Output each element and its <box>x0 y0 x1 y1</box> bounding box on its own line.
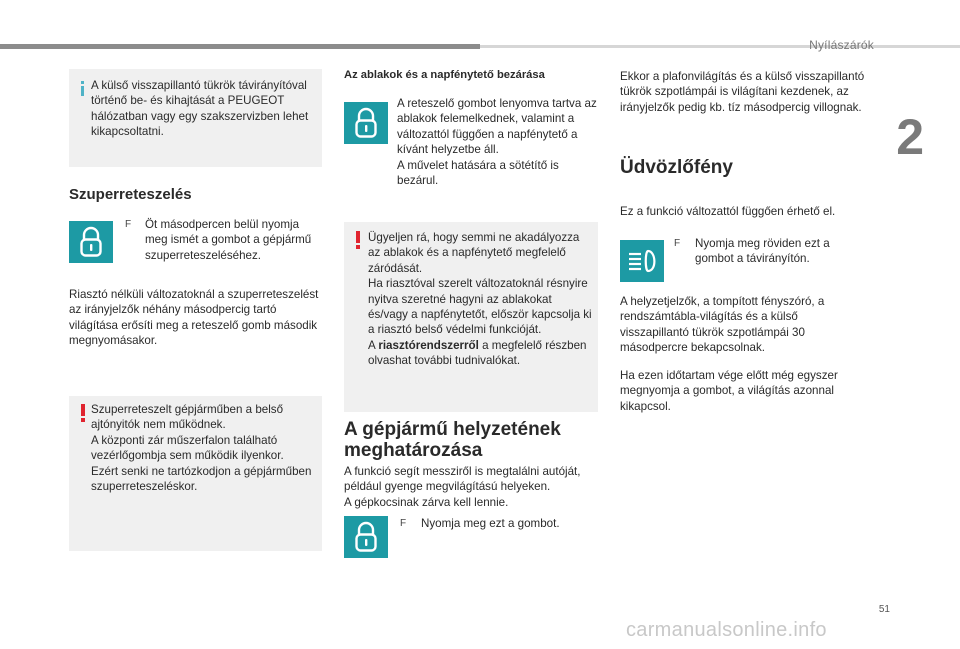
alarm-paragraph: Riasztó nélküli változatoknál a szuperreteszelést az irányjelzők néhány másodpercig tartó világítása erősíti meg a reteszelő gomb második megnyomásakor. <box>69 288 319 348</box>
warning-box <box>69 396 322 551</box>
locate-text <box>344 464 599 510</box>
locate-step: Nyomja meg ezt a gombot. <box>421 517 560 530</box>
windows-heading: Az ablakok és a napfénytető bezárása <box>344 69 545 81</box>
info-text: A külső visszapillantó tükrök távirányítóval történő be- és kihajtását a PEUGEOT hálózatban vagy egy szakszervizben lehet kikapcsoltatni. <box>91 79 309 139</box>
header-rule-dark <box>0 44 480 49</box>
headlight-icon <box>620 240 664 282</box>
locate-heading: A gépjármű helyzetének meghatározása <box>344 419 561 461</box>
warning-line: Ügyeljen rá, hogy semmi ne akadályozza az ablakok és a napfénytető megfelelő záródását. <box>368 231 580 275</box>
warning-line: Ezért senki ne tartózkodjon a gépjárműben szuperreteszeléskor. <box>91 464 312 494</box>
warning-box <box>344 222 598 412</box>
welcome-heading: Üdvözlőfény <box>620 157 733 178</box>
superlock-step: Öt másodpercen belül nyomja meg ismét a gombot a gépjármű szuperreteszeléséhez. <box>145 218 312 262</box>
info-icon <box>81 81 84 96</box>
welcome-step: Nyomja meg röviden ezt a gombot a távirányítón. <box>695 237 830 266</box>
welcome-availability: Ez a funkció változattól függően érhető el. <box>620 205 836 218</box>
welcome-intro: Ekkor a plafonvilágítás és a külső visszapillantó tükrök szpotlámpái is világítani kezdenek, az irányjelzők pedig kb. tíz másodpercig villognak. <box>620 70 865 114</box>
alarm-reference: riasztórendszerről <box>378 338 479 352</box>
step-bullet: F <box>400 518 407 529</box>
warning-line: A riasztórendszerről a megfelelő részben olvashat további tudnivalókat. <box>368 338 587 368</box>
windows-line: A reteszelő gombot lenyomva tartva az ablakok felemelkednek, valamint a változattól függően a napfénytető a kívánt helyzetbe áll. <box>397 97 597 157</box>
warning-line: Szuperreteszelt gépjárműben a belső ajtónyitók nem működnek. <box>91 403 284 432</box>
windows-line: A művelet hatására a sötétítő is bezárul. <box>397 158 559 188</box>
warning-line: Ha riasztóval szerelt változatoknál résnyire nyitva szeretné hagyni az ablakokat és/vagy a napfénytetőt, először kapcsolja ki a riasztó belső védelmi funkcióját. <box>368 277 592 337</box>
warning-text <box>368 230 593 369</box>
chapter-number: 2 <box>896 109 924 165</box>
warning-text <box>91 402 319 494</box>
windows-text <box>397 96 599 188</box>
warning-icon <box>356 231 360 249</box>
lights-paragraph: A helyzetjelzők, a tompított fényszóró, a rendszámtábla-világítás és a külső visszapillantó tükrök szpotlámpái 30 másodpercre bekapcsolnak. <box>620 295 825 355</box>
step-bullet: F <box>674 238 681 249</box>
page-number: 51 <box>878 604 890 615</box>
warning-line: A központi zár műszerfalon található vezérlőgombja sem működik ilyenkor. <box>91 433 284 463</box>
header-rule-light <box>480 45 960 48</box>
padlock-icon <box>344 102 388 144</box>
info-box <box>69 69 322 167</box>
warning-icon <box>81 404 85 422</box>
section-title: Nyílászárók <box>809 38 874 52</box>
superlock-heading: Szuperreteszelés <box>69 186 192 203</box>
step-bullet: F <box>125 219 132 230</box>
locate-line: A funkció segít messziről is megtalálni autóját, például gyenge megvilágítású helyeken. <box>344 465 581 494</box>
padlock-icon <box>69 221 113 263</box>
repeat-paragraph: Ha ezen időtartam vége előtt még egyszer megnyomja a gombot, a világítás azonnal kikapcsol. <box>620 369 838 413</box>
padlock-icon <box>344 516 388 558</box>
watermark: carmanualsonline.info <box>626 619 827 641</box>
locate-line: A gépkocsinak zárva kell lennie. <box>344 495 509 509</box>
